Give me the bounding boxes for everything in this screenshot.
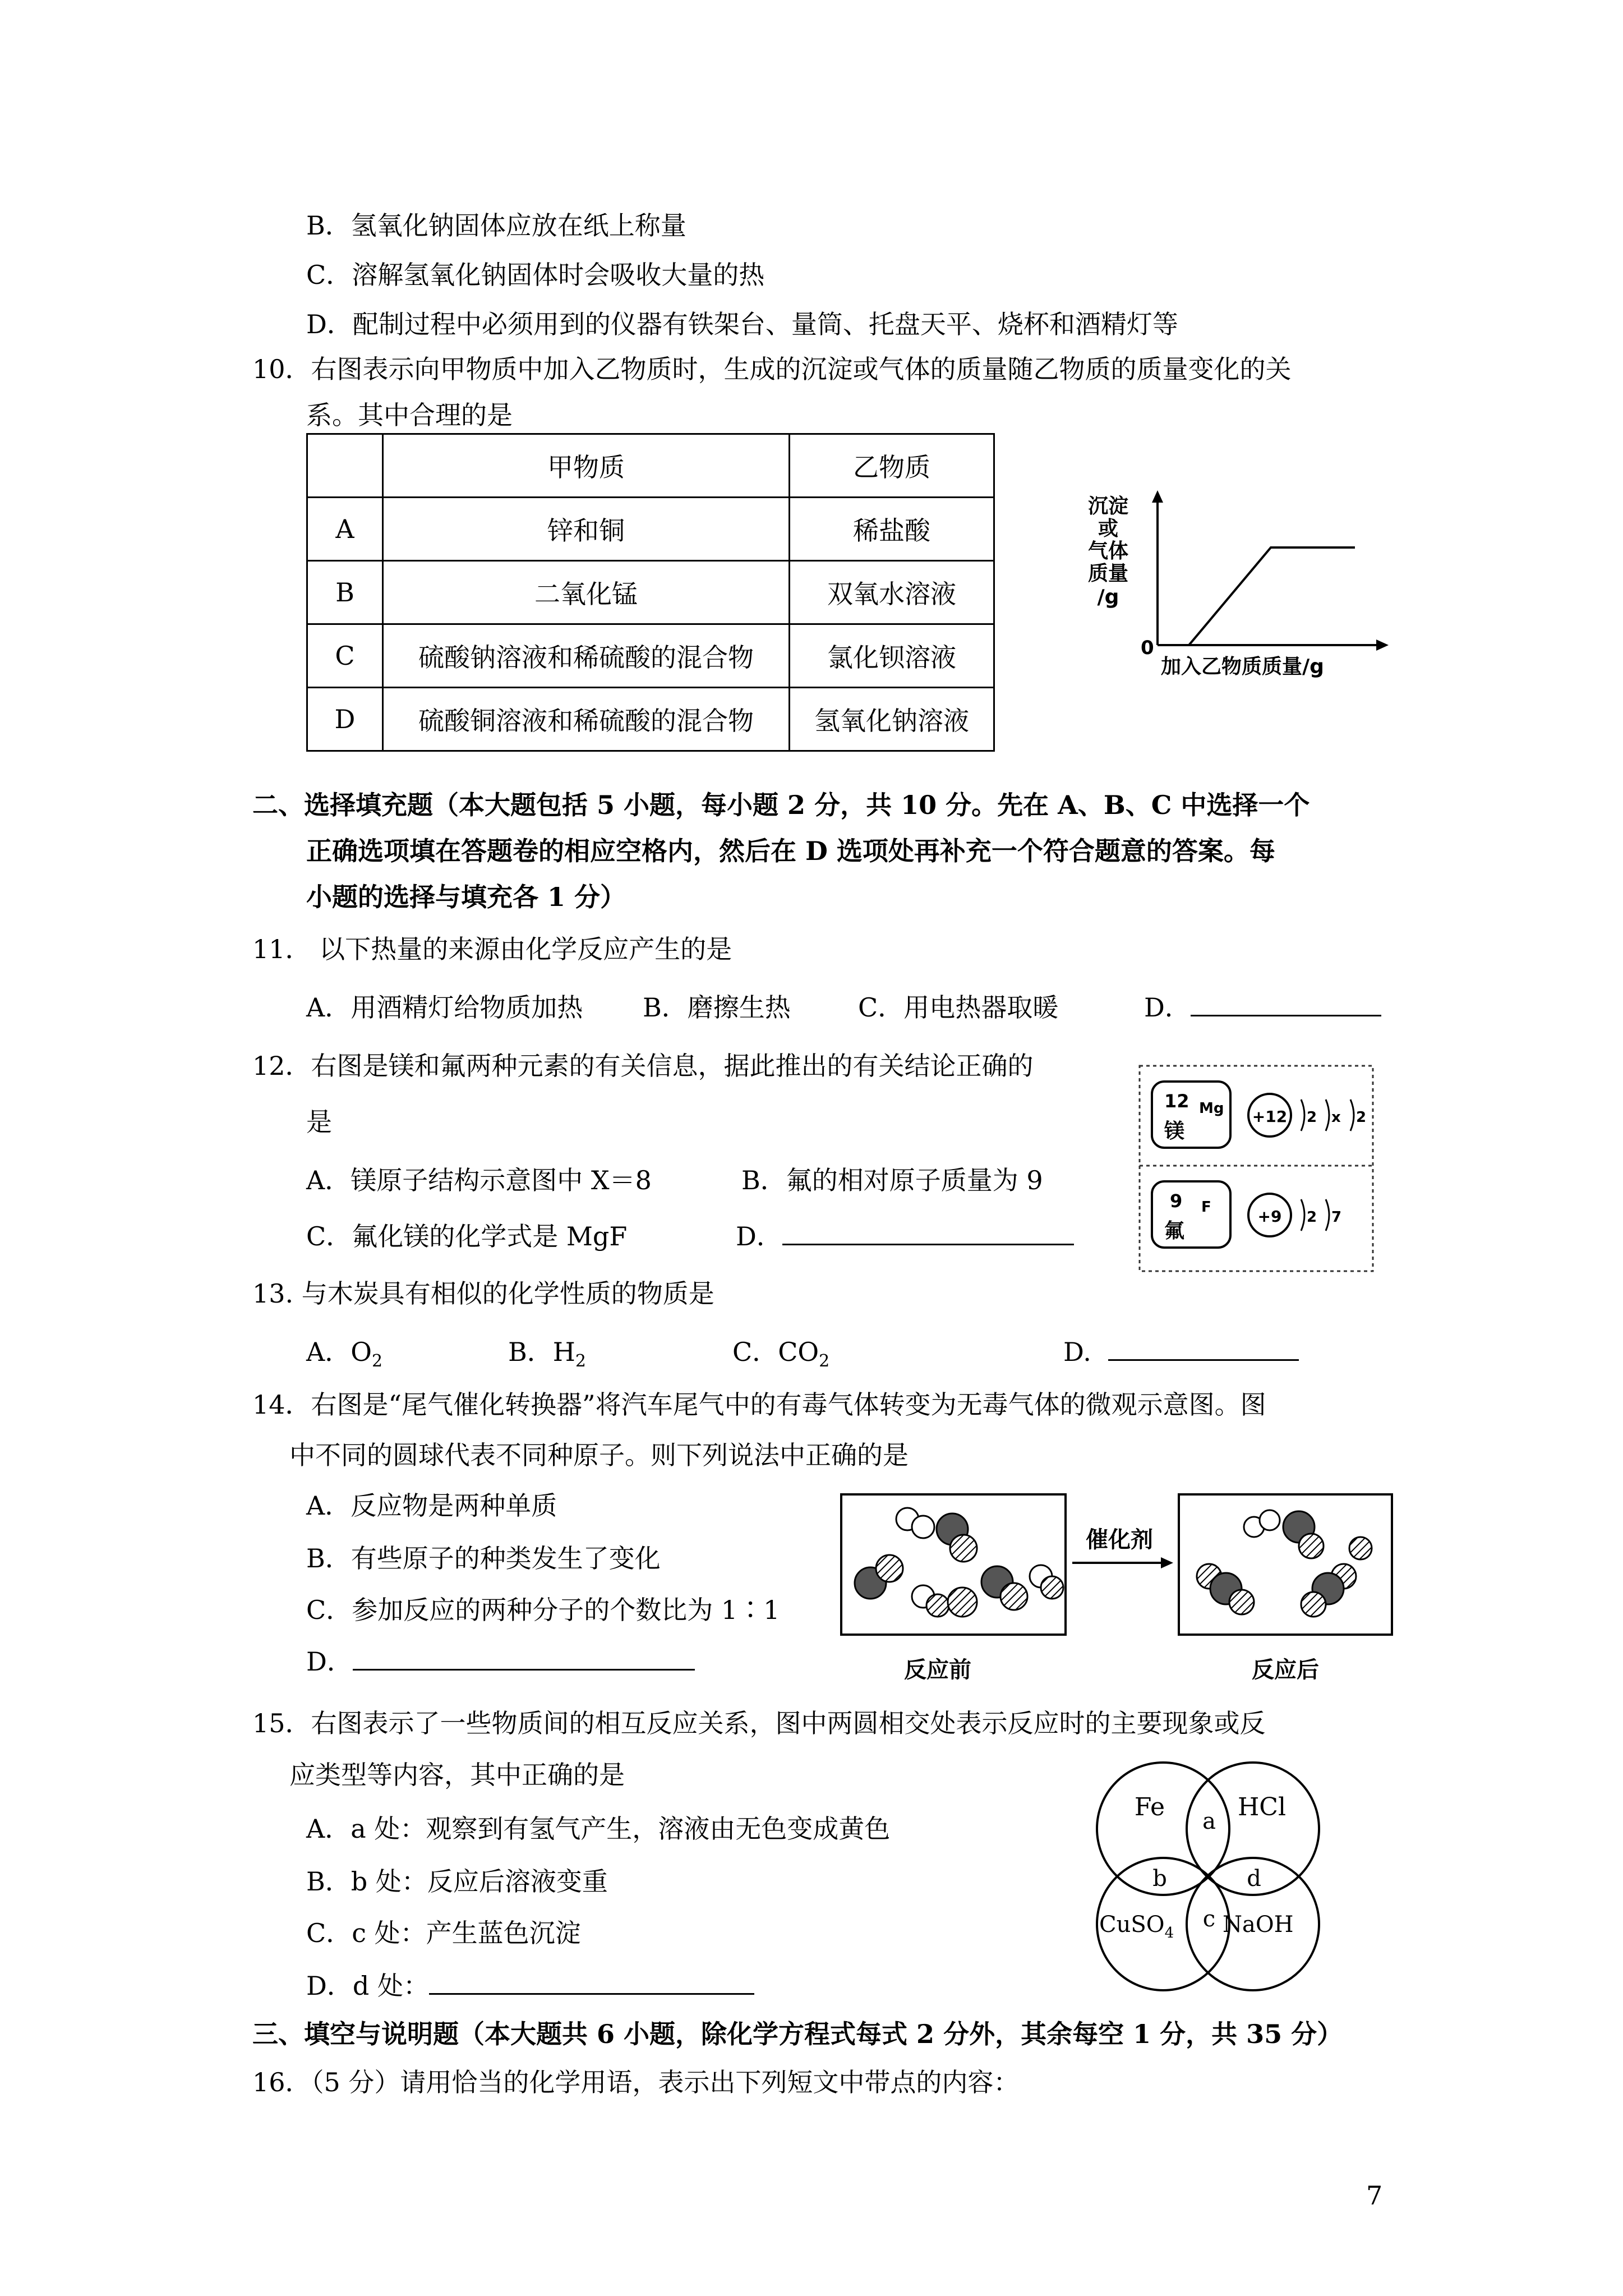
svg-text:a: a <box>1202 1809 1216 1834</box>
x-label: 加入乙物质质量/g <box>1161 655 1324 678</box>
q15-stem-line2: 应类型等内容，其中正确的是 <box>289 1760 625 1790</box>
q14-option-b: B．有些原子的种类发生了变化 <box>306 1543 661 1573</box>
table-cell: A <box>307 498 383 561</box>
y-label-5: /g <box>1097 586 1119 609</box>
table-row <box>307 561 994 624</box>
table-header-cell: 甲物质 <box>383 434 790 498</box>
svg-text:Mg: Mg <box>1199 1100 1224 1117</box>
q9-option-b: B．氢氧化钠固体应放在纸上称量 <box>306 210 686 241</box>
y-label-2: 或 <box>1098 517 1119 540</box>
q13-option-c: C．$CO_2$ <box>732 1337 830 1372</box>
q15-option-a: A．a 处：观察到有氢气产生，溶液由无色变成黄色 <box>306 1814 891 1844</box>
q12-option-c: C．氟化镁的化学式是 MgF <box>306 1221 628 1251</box>
q14-stem-line1: 14．右图是“尾气催化转换器”将汽车尾气中的有毒气体转变为无毒气体的微观示意图。图 <box>252 1389 1266 1420</box>
table-row <box>307 624 994 688</box>
table-cell: 硫酸钠溶液和稀硫酸的混合物 <box>383 624 790 688</box>
svg-text:c: c <box>1202 1906 1216 1932</box>
table-cell: B <box>307 561 383 624</box>
q12-stem-line2: 是 <box>306 1107 332 1137</box>
svg-text:7: 7 <box>1331 1209 1342 1226</box>
q12-option-a: A．镁原子结构示意图中 X＝8 <box>306 1165 652 1195</box>
q12-element-figure <box>1138 1065 1374 1272</box>
table-cell: C <box>307 624 383 688</box>
svg-text:Fe: Fe <box>1134 1793 1165 1821</box>
q12-option-b: B．氟的相对原子质量为 9 <box>741 1165 1043 1195</box>
q11-option-b: B．磨擦生热 <box>643 992 791 1023</box>
q12-stem-line1: 12．右图是镁和氟两种元素的有关信息，据此推出的有关结论正确的 <box>252 1051 1034 1081</box>
svg-text:b: b <box>1152 1866 1167 1892</box>
svg-text:反应前: 反应前 <box>904 1657 971 1683</box>
svg-text:12: 12 <box>1164 1091 1189 1112</box>
svg-text:NaOH: NaOH <box>1223 1912 1294 1938</box>
q15-option-c: C．c 处：产生蓝色沉淀 <box>306 1918 581 1948</box>
q13-option-a: A．$O_2$ <box>306 1337 383 1372</box>
q13-answer-blank <box>1108 1337 1299 1361</box>
q12-answer-blank <box>782 1221 1074 1245</box>
table-cell: 硫酸铜溶液和稀硫酸的混合物 <box>383 688 790 751</box>
x-axis-arrow <box>1376 639 1389 651</box>
q16-stem: 16．（5 分）请用恰当的化学用语，表示出下列短文中带点的内容： <box>252 2067 1020 2097</box>
q13-option-d <box>1063 1336 1299 1368</box>
q14-stem-line2: 中不同的圆球代表不同种原子。则下列说法中正确的是 <box>289 1440 909 1470</box>
q11-d-label: D． <box>1144 992 1191 1023</box>
q9-option-d: D．配制过程中必须用到的仪器有铁架台、量筒、托盘天平、烧杯和酒精灯等 <box>306 309 1178 339</box>
origin-label: 0 <box>1141 637 1154 659</box>
q15-venn-diagram <box>1094 1759 1329 1995</box>
q14-option-a: A．反应物是两种单质 <box>306 1490 557 1521</box>
q14-answer-blank <box>353 1646 695 1671</box>
q10-table <box>306 433 995 752</box>
page-number: 7 <box>1366 2180 1383 2211</box>
q13-option-b: B．$H_2$ <box>508 1337 587 1372</box>
svg-text:d: d <box>1247 1866 1261 1892</box>
section3-title: 三、填空与说明题（本大题共 6 小题，除化学方程式每式 2 分外，其余每空 1 分，共 35 分） <box>252 2019 1343 2049</box>
q15-option-d <box>306 1970 754 2001</box>
q15-d-label: D．d 处： <box>306 1971 429 2001</box>
table-cell: 稀盐酸 <box>790 498 994 561</box>
q11-option-c: C．用电热器取暖 <box>858 992 1059 1023</box>
section2-title-line3: 小题的选择与填充各 1 分） <box>306 882 626 912</box>
q10-stem-line1: 10．右图表示向甲物质中加入乙物质时，生成的沉淀或气体的质量随乙物质的质量变化的关 <box>252 354 1292 384</box>
svg-text:+12: +12 <box>1252 1107 1288 1126</box>
data-line <box>1189 547 1355 645</box>
svg-text:+9: +9 <box>1257 1207 1282 1226</box>
table-cell: D <box>307 688 383 751</box>
q15-stem-line1: 15．右图表示了一些物质间的相互反应关系，图中两圆相交处表示反应时的主要现象或反 <box>252 1708 1266 1738</box>
q13-stem: 13. 与木炭具有相似的化学性质的物质是 <box>252 1278 714 1309</box>
table-row <box>307 688 994 751</box>
table-row <box>307 498 994 561</box>
q9-option-c: C．溶解氢氧化钠固体时会吸收大量的热 <box>306 260 765 290</box>
svg-text:镁: 镁 <box>1164 1120 1185 1143</box>
svg-text:HCl: HCl <box>1237 1793 1287 1821</box>
q12-d-label: D． <box>736 1221 782 1251</box>
table-cell: 氯化钡溶液 <box>790 624 994 688</box>
svg-text:9: 9 <box>1170 1190 1183 1212</box>
table-header-cell <box>307 434 383 498</box>
table-header-row <box>307 434 994 498</box>
svg-text:催化剂: 催化剂 <box>1086 1527 1153 1553</box>
q11-option-d <box>1144 992 1381 1023</box>
q15-answer-blank <box>429 1971 754 1995</box>
f-element-card <box>1152 1181 1230 1248</box>
y-label-4: 质量 <box>1087 562 1129 585</box>
q10-graph <box>1066 488 1430 690</box>
q14-reaction-diagram <box>839 1492 1394 1694</box>
q15-option-b: B．b 处：反应后溶液变重 <box>306 1866 608 1897</box>
q13-d-label: D. <box>1063 1337 1091 1367</box>
svg-text:CuSO4: CuSO$_4$ <box>1099 1912 1174 1941</box>
table-cell: 双氧水溶液 <box>790 561 994 624</box>
svg-text:2: 2 <box>1307 1109 1317 1126</box>
q11-answer-blank <box>1191 992 1381 1016</box>
svg-text:反应后: 反应后 <box>1252 1657 1319 1683</box>
table-cell: 锌和铜 <box>383 498 790 561</box>
q11-option-a: A．用酒精灯给物质加热 <box>306 992 583 1023</box>
svg-text:氟: 氟 <box>1164 1220 1185 1243</box>
svg-text:F: F <box>1201 1199 1211 1216</box>
q11-stem: 11． 以下热量的来源由化学反应产生的是 <box>252 934 732 964</box>
table-header-cell: 乙物质 <box>790 434 994 498</box>
y-label-3: 气体 <box>1087 540 1129 563</box>
svg-text:x: x <box>1331 1109 1341 1126</box>
table-cell: 二氧化锰 <box>383 561 790 624</box>
q14-d-label: D． <box>306 1646 353 1677</box>
q14-option-c: C．参加反应的两种分子的个数比为 1∶1 <box>306 1595 780 1625</box>
y-label-1: 沉淀 <box>1087 495 1129 518</box>
table-cell: 氢氧化钠溶液 <box>790 688 994 751</box>
svg-text:2: 2 <box>1307 1209 1317 1226</box>
section2-title-line1: 二、选择填充题（本大题包括 5 小题，每小题 2 分，共 10 分。先在 A、B、C 中选择一个 <box>252 790 1310 820</box>
q14-option-d <box>306 1646 695 1677</box>
q10-stem-line2: 系。其中合理的是 <box>306 400 513 430</box>
section2-title-line2: 正确选项填在答题卷的相应空格内，然后在 D 选项处再补充一个符合题意的答案。每 <box>306 836 1275 866</box>
q12-option-d <box>736 1221 1074 1252</box>
svg-text:2: 2 <box>1356 1109 1367 1126</box>
y-axis-arrow <box>1152 490 1163 503</box>
